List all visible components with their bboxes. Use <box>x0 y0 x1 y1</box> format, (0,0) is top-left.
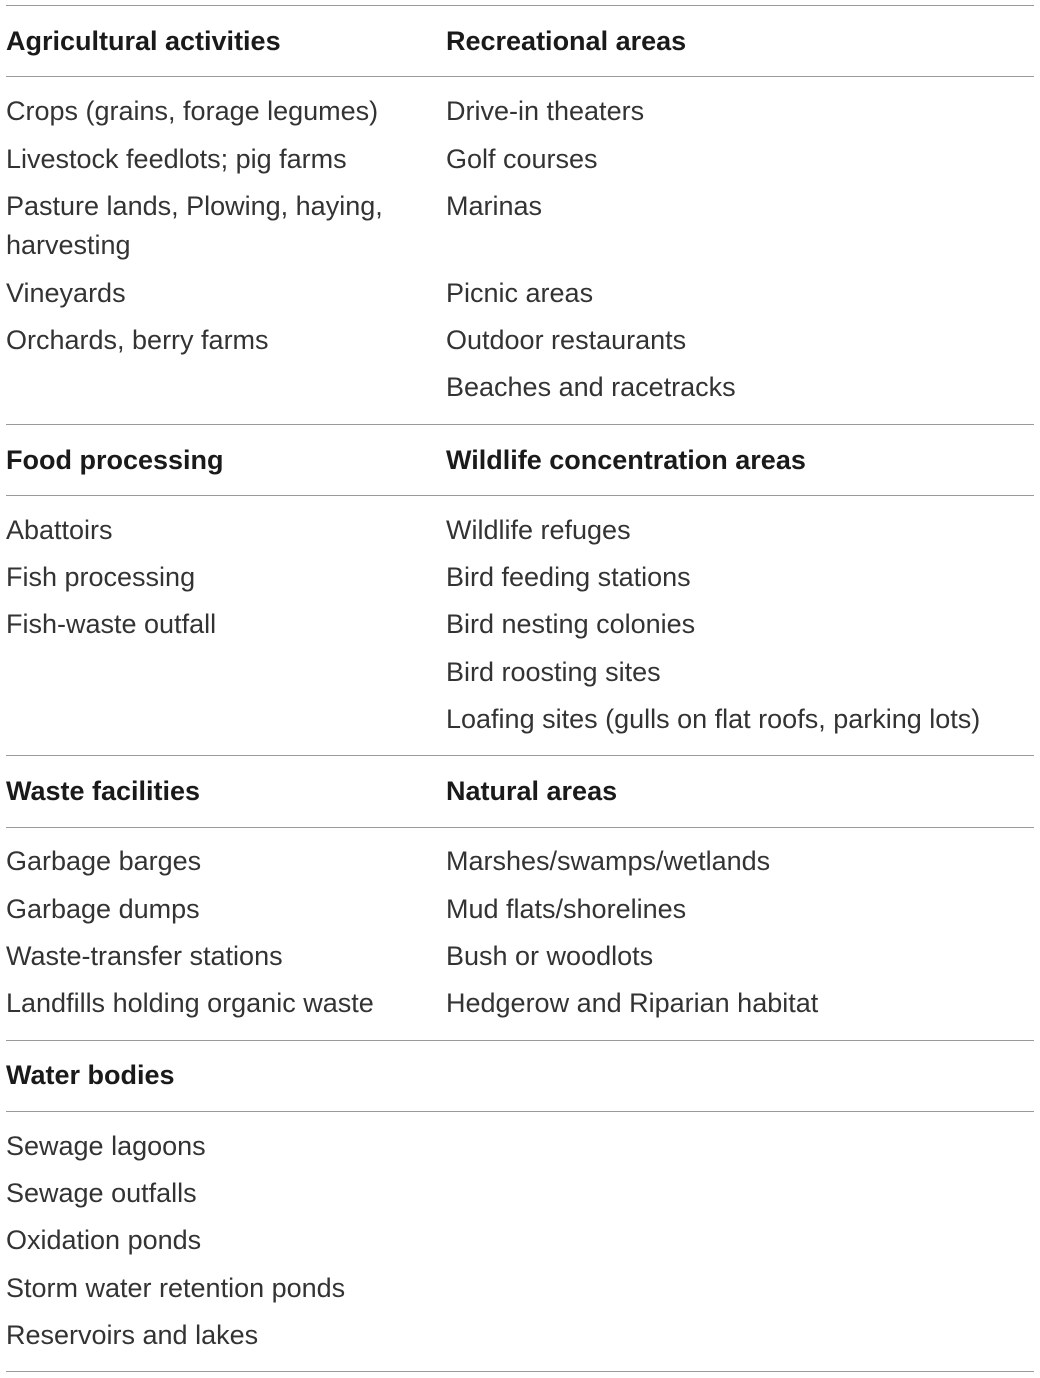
list-item: Pasture lands, Plowing, haying, harvesting <box>6 191 383 260</box>
list-item: Mud flats/shorelines <box>446 894 687 924</box>
table-top-rule <box>6 5 1034 6</box>
section-header-waste: Waste facilities <box>6 776 201 806</box>
list-item: Drive-in theaters <box>446 96 645 126</box>
list-item: Waste-transfer stations <box>6 941 283 971</box>
list-item: Abattoirs <box>6 515 113 545</box>
section-header-recreational: Recreational areas <box>446 26 687 56</box>
section-2-header-rule <box>6 495 1034 496</box>
list-item: Fish-waste outfall <box>6 609 217 639</box>
list-item: Loafing sites (gulls on flat roofs, parking lots) <box>446 704 981 734</box>
list-item: Marshes/swamps/wetlands <box>446 846 771 876</box>
list-item: Oxidation ponds <box>6 1225 202 1255</box>
list-item: Garbage barges <box>6 846 202 876</box>
section-3-header-rule <box>6 827 1034 828</box>
section-1-header-rule <box>6 76 1034 77</box>
list-item: Garbage dumps <box>6 894 200 924</box>
section-header-agricultural: Agricultural activities <box>6 26 281 56</box>
section-3-bottom-rule <box>6 1040 1034 1041</box>
list-item: Reservoirs and lakes <box>6 1320 259 1350</box>
list-item: Hedgerow and Riparian habitat <box>446 988 819 1018</box>
list-item: Landfills holding organic waste <box>6 988 374 1018</box>
section-1-bottom-rule <box>6 424 1034 425</box>
list-item: Vineyards <box>6 278 126 308</box>
list-item: Livestock feedlots; pig farms <box>6 144 347 174</box>
table-bottom-rule <box>6 1371 1034 1372</box>
section-header-food-processing: Food processing <box>6 445 224 475</box>
list-item: Wildlife refuges <box>446 515 631 545</box>
list-item: Orchards, berry farms <box>6 325 269 355</box>
list-item: Beaches and racetracks <box>446 372 736 402</box>
list-item: Crops (grains, forage legumes) <box>6 96 379 126</box>
list-item: Bird nesting colonies <box>446 609 696 639</box>
section-header-wildlife: Wildlife concentration areas <box>446 445 806 475</box>
section-header-natural: Natural areas <box>446 776 618 806</box>
list-item: Golf courses <box>446 144 598 174</box>
section-4-header-rule <box>6 1111 1034 1112</box>
list-item: Sewage lagoons <box>6 1131 206 1161</box>
list-item: Outdoor restaurants <box>446 325 687 355</box>
list-item: Storm water retention ponds <box>6 1273 346 1303</box>
list-item: Picnic areas <box>446 278 594 308</box>
list-item: Sewage outfalls <box>6 1178 197 1208</box>
list-item: Marinas <box>446 191 543 221</box>
list-item: Bush or woodlots <box>446 941 654 971</box>
list-item: Fish processing <box>6 562 196 592</box>
list-item: Bird feeding stations <box>446 562 691 592</box>
list-item: Bird roosting sites <box>446 657 661 687</box>
section-2-bottom-rule <box>6 755 1034 756</box>
section-header-water-bodies: Water bodies <box>6 1060 175 1090</box>
